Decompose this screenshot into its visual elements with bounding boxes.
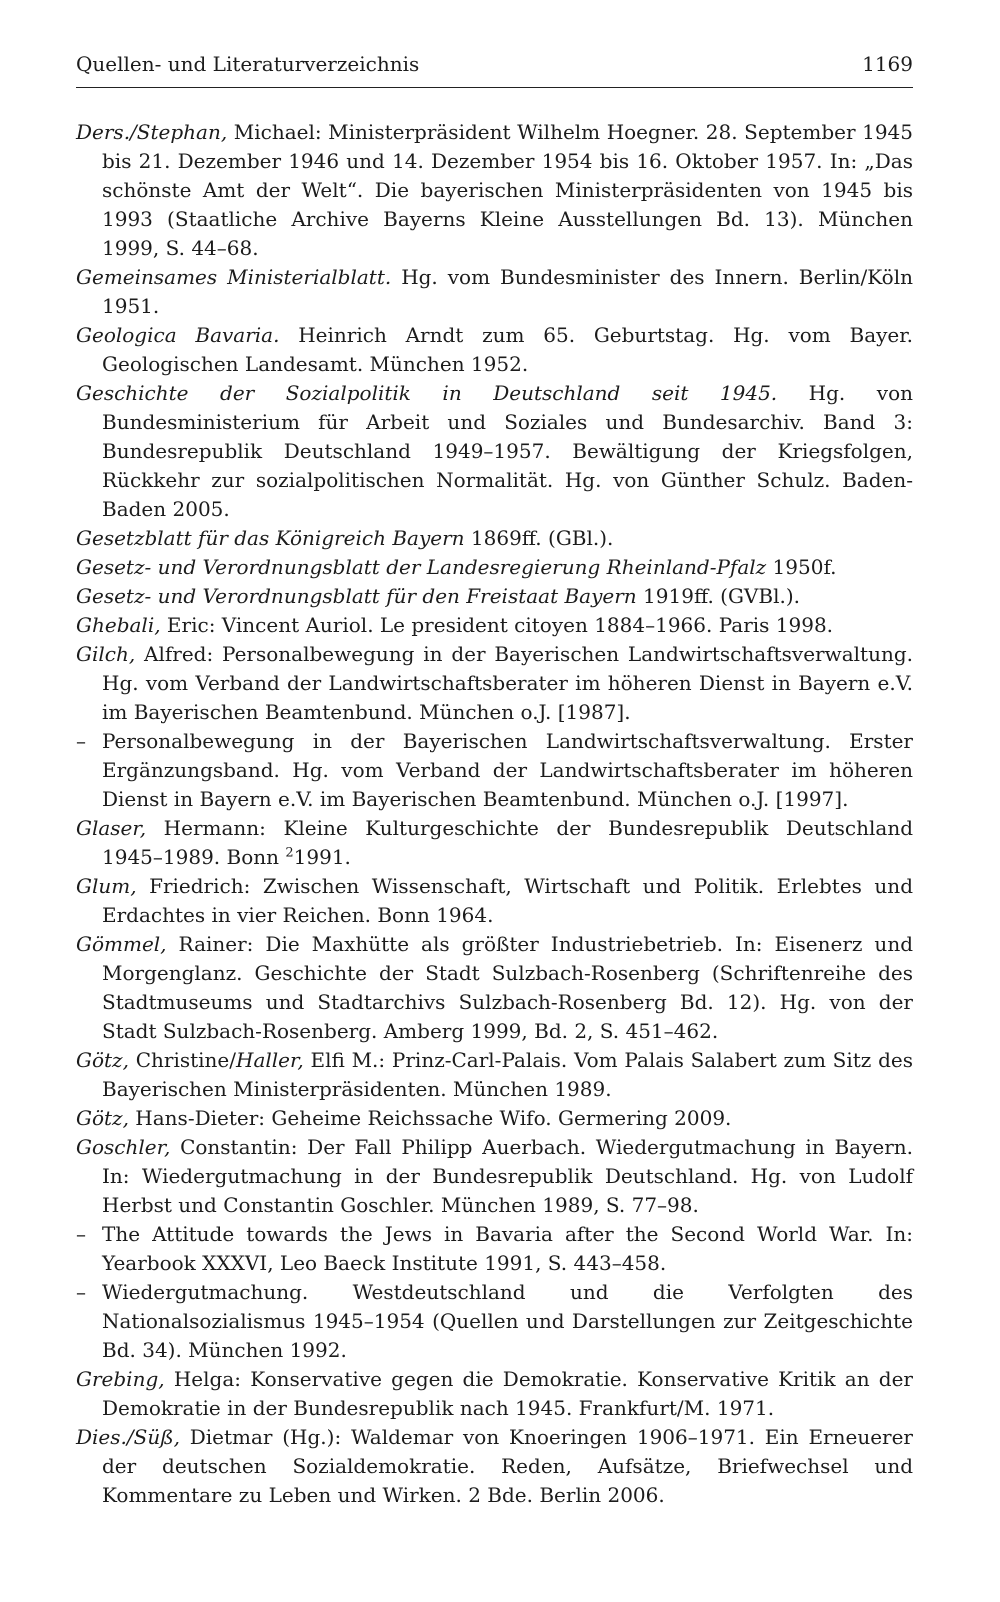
bibliography-entry: [76, 582, 913, 611]
entry-text: Hg. von Bundesministerium für Arbeit und Soziales und Bundesarchiv. Band 3: Bundesrepublik Deutschland 1949–1957. Bewältigung der Kriegsfolgen, Rückkehr zur sozialpolitischen Normalität. Hg. von Günther Schulz. Baden-Baden 2005.: [102, 381, 913, 521]
bibliography-entry: [76, 814, 913, 872]
bibliography-entry: [76, 640, 913, 727]
bibliography-entry: [76, 930, 913, 1046]
entry-author: Haller,: [236, 1048, 304, 1072]
bibliography-list: [76, 118, 913, 1510]
bibliography-entry: [76, 1423, 913, 1510]
entry-author: Goschler,: [76, 1135, 171, 1159]
running-head-title: Quellen- und Literaturverzeichnis: [76, 52, 420, 76]
entry-dash: –: [76, 729, 86, 753]
bibliography-entry: [76, 1104, 913, 1133]
entry-text: 1869ff. (GBl.).: [464, 526, 614, 550]
entry-text: Dietmar (Hg.): Waldemar von Knoeringen 1906–1971. Ein Erneuerer der deutschen Sozialdemokratie. Reden, Aufsätze, Briefwechsel und Kommentare zu Leben und Wirken. 2 Bde. Berlin 2006.: [102, 1425, 913, 1507]
bibliography-entry: [76, 379, 913, 524]
entry-text: The Attitude towards the Jews in Bavaria after the Second World War. In: Yearbook XXXVI, Leo Baeck Institute 1991, S. 443–458.: [102, 1222, 913, 1275]
bibliography-entry: [76, 1220, 913, 1278]
entry-author: Geologica Bavaria.: [76, 323, 280, 347]
entry-text: 1950f.: [766, 555, 837, 579]
entry-author: Götz,: [76, 1106, 129, 1130]
bibliography-entry: [76, 1365, 913, 1423]
entry-author: Glum,: [76, 874, 137, 898]
bibliography-entry: [76, 872, 913, 930]
entry-text: Personalbewegung in der Bayerischen Landwirtschaftsverwaltung. Erster Ergänzungsband. Hg. vom Verband der Landwirtschaftsberater im höheren Dienst in Bayern e.V. im Bayerischen Beamtenbund. München o.J. [1997].: [102, 729, 913, 811]
entry-author: Gesetz- und Verordnungsblatt der Landesregierung Rheinland-Pfalz: [76, 555, 767, 579]
bibliography-entry: [76, 611, 913, 640]
running-head: [76, 52, 913, 76]
entry-text: Rainer: Die Maxhütte als größter Industriebetrieb. In: Eisenerz und Morgenglanz. Geschichte der Stadt Sulzbach-Rosenberg (Schriftenreihe des Stadtmuseums und Stadtarchivs Sulzbach-Rosenberg Bd. 12). Hg. von der Stadt Sulzbach-Rosenberg. Amberg 1999, Bd. 2, S. 451–462.: [102, 932, 913, 1043]
entry-text: Alfred: Personalbewegung in der Bayerischen Landwirtschaftsverwaltung. Hg. vom Verband der Landwirtschaftsberater im höheren Dienst in Bayern e.V. im Bayerischen Beamtenbund. München o.J. [1987].: [102, 642, 913, 724]
entry-text: Heinrich Arndt zum 65. Geburtstag. Hg. vom Bayer. Geologischen Landesamt. München 1952.: [102, 323, 913, 376]
entry-text: Eric: Vincent Auriol. Le president citoyen 1884–1966. Paris 1998.: [160, 613, 834, 637]
entry-author: Gesetz- und Verordnungsblatt für den Freistaat Bayern: [76, 584, 637, 608]
entry-text: Helga: Konservative gegen die Demokratie. Konservative Kritik an der Demokratie in der Bundesrepublik nach 1945. Frankfurt/M. 1971.: [102, 1367, 913, 1420]
bibliography-entry: [76, 1133, 913, 1220]
entry-dash: –: [76, 1222, 86, 1246]
page-number: 1169: [862, 52, 913, 76]
entry-text: Christine/: [128, 1048, 237, 1072]
bibliography-entry: [76, 321, 913, 379]
entry-text: Michael: Ministerpräsident Wilhelm Hoegner. 28. September 1945 bis 21. Dezember 1946 und 14. Dezember 1954 bis 16. Oktober 1957. In: „Das schönste Amt der Welt“. Die bayerischen Ministerpräsidenten von 1945 bis 1993 (Staatliche Archive Bayerns Kleine Ausstellungen Bd. 13). München 1999, S. 44–68.: [102, 120, 913, 260]
entry-text: 1919ff. (GVBl.).: [636, 584, 800, 608]
bibliography-entry: [76, 1278, 913, 1365]
bibliography-entry: [76, 553, 913, 582]
entry-author: Gilch,: [76, 642, 136, 666]
bibliography-entry: [76, 263, 913, 321]
entry-author: Dies./Süß,: [76, 1425, 180, 1449]
bibliography-entry: [76, 727, 913, 814]
entry-text: Wiedergutmachung. Westdeutschland und die Verfolgten des Nationalsozialismus 1945–1954 (Quellen und Darstellungen zur Zeitgeschichte Bd. 34). München 1992.: [102, 1280, 913, 1362]
entry-author: Gemeinsames Ministerialblatt.: [76, 265, 392, 289]
bibliography-entry: [76, 1046, 913, 1104]
bibliography-entry: [76, 524, 913, 553]
entry-text: Elfi M.: Prinz-Carl-Palais. Vom Palais Salabert zum Sitz des Bayerischen Ministerpräsidenten. München 1989.: [102, 1048, 913, 1101]
entry-author: Gesetzblatt für das Königreich Bayern: [76, 526, 465, 550]
entry-text: Hans-Dieter: Geheime Reichssache Wifo. Germering 2009.: [128, 1106, 732, 1130]
entry-edition-superscript: 2: [285, 845, 294, 861]
entry-author: Grebing,: [76, 1367, 165, 1391]
entry-dash: –: [76, 1280, 86, 1304]
entry-text: Friedrich: Zwischen Wissenschaft, Wirtschaft und Politik. Erlebtes und Erdachtes in vier Reichen. Bonn 1964.: [102, 874, 913, 927]
entry-author: Gömmel,: [76, 932, 167, 956]
entry-text: Hg. vom Bundesminister des Innern. Berlin/Köln 1951.: [102, 265, 913, 318]
entry-text: 1991.: [293, 845, 351, 869]
entry-author: Ders./Stephan,: [76, 120, 228, 144]
bibliography-entry: [76, 118, 913, 263]
header-rule: [76, 87, 913, 88]
entry-text: Constantin: Der Fall Philipp Auerbach. Wiedergutmachung in Bayern. In: Wiedergutmachung in der Bundesrepublik Deutschland. Hg. von Ludolf Herbst und Constantin Goschler. München 1989, S. 77–98.: [102, 1135, 913, 1217]
entry-author: Glaser,: [76, 816, 147, 840]
entry-author: Ghebali,: [76, 613, 161, 637]
entry-author: Geschichte der Sozialpolitik in Deutschland seit 1945.: [76, 381, 778, 405]
entry-author: Götz,: [76, 1048, 129, 1072]
entry-text: Hermann: Kleine Kulturgeschichte der Bundesrepublik Deutschland 1945–1989. Bonn: [102, 816, 913, 869]
